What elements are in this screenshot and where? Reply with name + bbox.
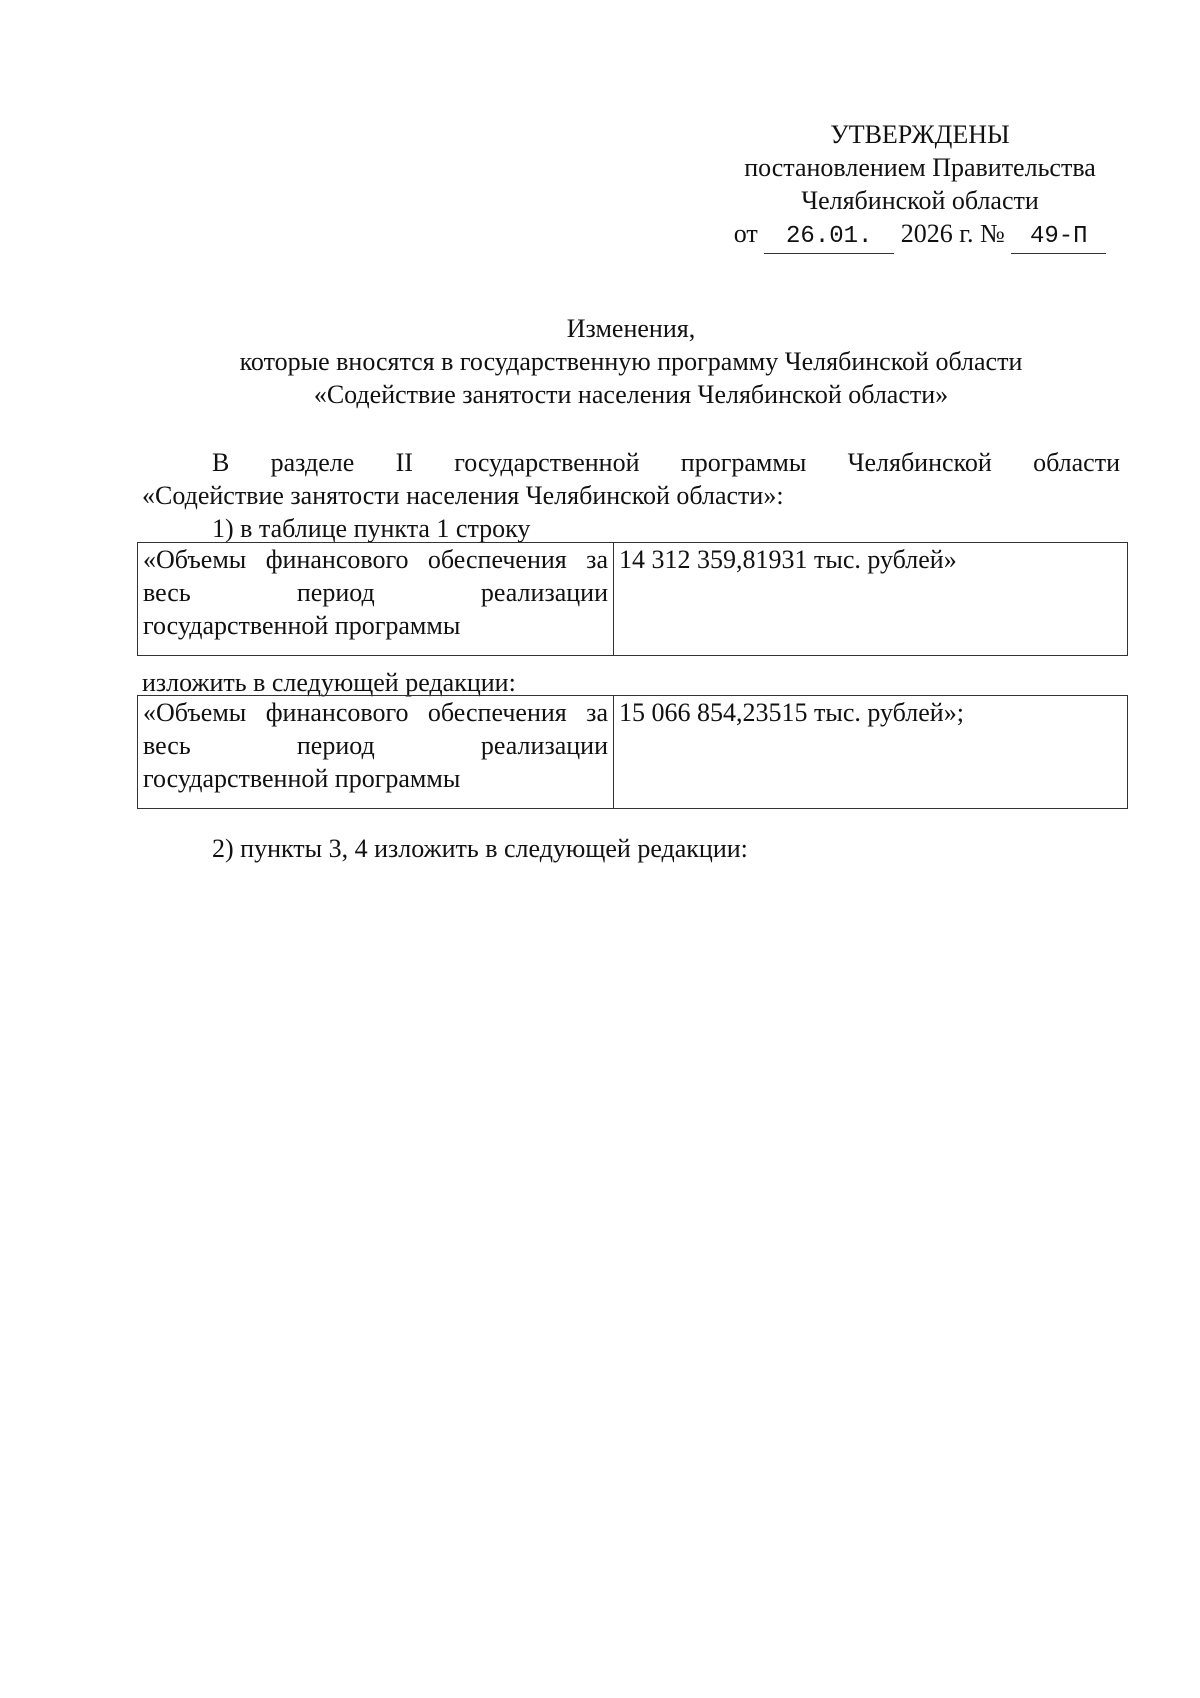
intro-paragraph-cont: «Содействие занятости населения Челябинской области»: <box>142 481 784 510</box>
approval-line: Челябинской области <box>801 186 1039 215</box>
table-row <box>138 696 1128 809</box>
label-cell <box>138 696 614 809</box>
title-line: «Содействие занятости населения Челябинской области» <box>313 380 949 409</box>
old-values-table <box>137 542 1128 656</box>
decree-year: 2026 г. № <box>900 219 1005 248</box>
label-line: весь период реализации <box>143 731 608 760</box>
item-1: 1) в таблице пункта 1 строку <box>212 514 531 543</box>
new-values-table <box>137 695 1128 809</box>
decree-number: 49-П <box>1011 225 1106 254</box>
label-line: «Объемы финансового обеспечения за <box>143 545 608 574</box>
approval-heading: УТВЕРЖДЕНЫ <box>830 120 1010 149</box>
value-cell: 15 066 854,23515 тыс. рублей»; <box>614 696 1128 809</box>
document-title <box>142 312 1120 411</box>
decree-date: 26.01. <box>764 225 894 254</box>
approval-line: постановлением Правительства <box>744 153 1096 182</box>
title-line: Изменения, <box>566 314 696 343</box>
label-line: «Объемы финансового обеспечения за <box>143 698 608 727</box>
approval-stamp <box>700 118 1140 250</box>
label-line: весь период реализации <box>143 578 608 607</box>
value-cell: 14 312 359,81931 тыс. рублей» <box>614 543 1128 656</box>
label-cell <box>138 543 614 656</box>
label-line: государственной программы <box>143 764 461 793</box>
item-2: 2) пункты 3, 4 изложить в следующей редакции: <box>212 834 748 863</box>
title-line: которые вносятся в государственную программу Челябинской области <box>239 347 1023 376</box>
approval-date-line <box>700 217 1140 250</box>
label-line: государственной программы <box>143 611 461 640</box>
from-label: от <box>733 219 758 248</box>
intro-paragraph: В разделе II государственной программы Челябинской области <box>212 448 1120 477</box>
replace-text: изложить в следующей редакции: <box>142 668 516 697</box>
table-row <box>138 543 1128 656</box>
